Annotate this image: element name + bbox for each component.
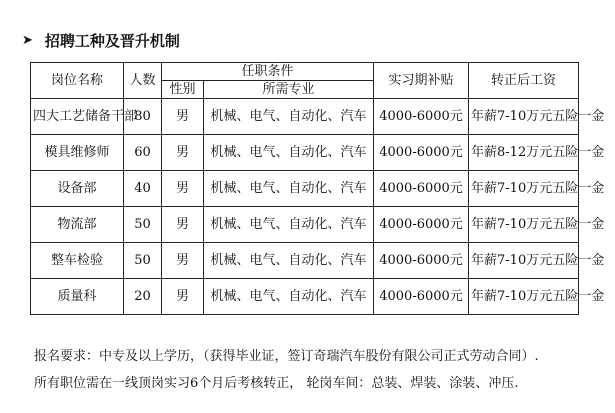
cell-position: 设备部 (31, 171, 124, 207)
cell-position: 整车检验 (31, 243, 124, 279)
table-row (31, 243, 579, 279)
cell-salary: 年薪7-10万元五险一金 (469, 207, 579, 243)
cell-major: 机械、电气、自动化、汽车 (204, 207, 374, 243)
table-row (31, 171, 579, 207)
table-row (31, 279, 579, 315)
cell-count: 50 (124, 207, 162, 243)
registration-requirement-note: 报名要求：中专及以上学历，（获得毕业证，签订奇瑞汽车股份有限公司正式劳动合同）. (34, 349, 539, 364)
cell-allowance: 4000-6000元 (374, 135, 469, 171)
cell-gender: 男 (162, 99, 204, 135)
cell-count: 60 (124, 135, 162, 171)
cell-allowance: 4000-6000元 (374, 171, 469, 207)
header-salary-after: 转正后工资 (469, 63, 579, 99)
header-requirements: 任职条件 (162, 63, 374, 81)
header-internship-allowance: 实习期补贴 (374, 63, 469, 99)
header-count: 人数 (124, 63, 162, 99)
cell-position: 模具维修师 (31, 135, 124, 171)
recruitment-table (30, 62, 605, 315)
arrow-bullet-icon: ➤ (22, 32, 33, 48)
cell-allowance: 4000-6000元 (374, 99, 469, 135)
cell-major: 机械、电气、自动化、汽车 (204, 99, 374, 135)
table-row (31, 99, 579, 135)
cell-major: 机械、电气、自动化、汽车 (204, 279, 374, 315)
header-gender: 性别 (162, 81, 204, 99)
cell-gender: 男 (162, 171, 204, 207)
cell-position: 物流部 (31, 207, 124, 243)
cell-salary: 年薪7-10万元五险一金 (469, 99, 579, 135)
header-major: 所需专业 (204, 81, 374, 99)
notes-block (34, 343, 594, 397)
cell-allowance: 4000-6000元 (374, 243, 469, 279)
section-heading (22, 30, 180, 50)
cell-count: 40 (124, 171, 162, 207)
cell-position: 质量科 (31, 279, 124, 315)
cell-salary: 年薪7-10万元五险一金 (469, 243, 579, 279)
cell-gender: 男 (162, 279, 204, 315)
cell-gender: 男 (162, 243, 204, 279)
header-position: 岗位名称 (31, 63, 124, 99)
cell-count: 50 (124, 243, 162, 279)
cell-allowance: 4000-6000元 (374, 207, 469, 243)
table-header-row (31, 63, 579, 81)
cell-major: 机械、电气、自动化、汽车 (204, 135, 374, 171)
section-title: 招聘工种及晋升机制 (44, 31, 180, 50)
cell-salary: 年薪7-10万元五险一金 (469, 171, 579, 207)
cell-count: 80 (124, 99, 162, 135)
cell-allowance: 4000-6000元 (374, 279, 469, 315)
cell-major: 机械、电气、自动化、汽车 (204, 171, 374, 207)
table-row (31, 135, 579, 171)
rotation-note: 所有职位需在一线顶岗实习6个月后考核转正， 轮岗车间：总装、焊装、涂装、冲压. (34, 376, 519, 391)
cell-gender: 男 (162, 135, 204, 171)
cell-count: 20 (124, 279, 162, 315)
table-row (31, 207, 579, 243)
cell-position: 四大工艺储备干部 (31, 99, 124, 135)
cell-major: 机械、电气、自动化、汽车 (204, 243, 374, 279)
cell-salary: 年薪8-12万元五险一金 (469, 135, 579, 171)
cell-gender: 男 (162, 207, 204, 243)
cell-salary: 年薪7-10万元五险一金 (469, 279, 579, 315)
